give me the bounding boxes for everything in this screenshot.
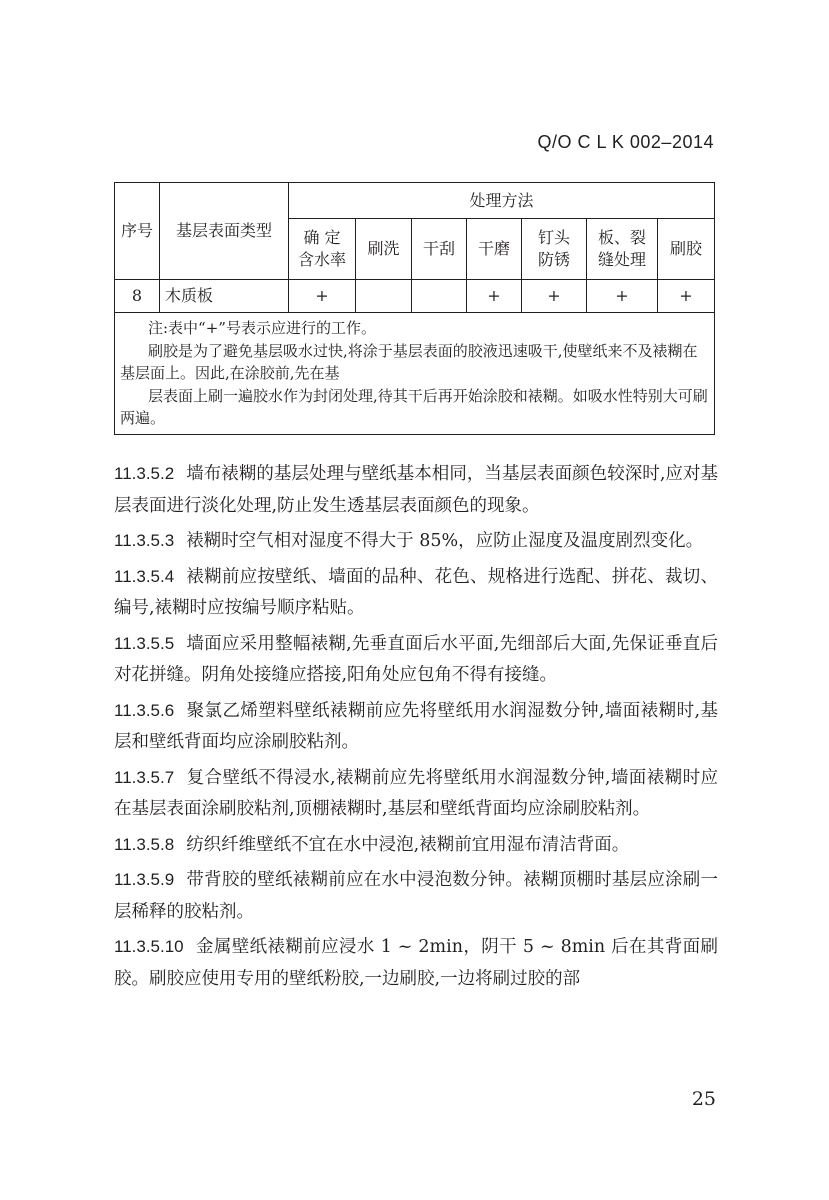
clause-number: 11.3.5.5 (114, 633, 175, 653)
clause-text: 裱糊时空气相对湿度不得大于 85%，应防止湿度及温度剧烈变化。 (186, 531, 704, 551)
clause-number: 11.3.5.3 (114, 531, 175, 550)
row-mark (356, 280, 412, 313)
col-header-surface-type: 基层表面类型 (160, 183, 289, 280)
clause-text: 墙面应采用整幅裱糊,先垂直面后水平面,先细部后大面,先保证垂直后对花拼缝。阴角处接缝应搭接,阳角处应包角不得有接缝。 (114, 633, 718, 685)
method-header-gluing: 刷胶 (658, 219, 715, 280)
clause-number: 11.3.5.7 (114, 767, 175, 787)
table-note (115, 313, 715, 435)
note-line: 刷胶是为了避免基层吸水过快,将涂于基层表面的胶液迅速吸干,使壁纸来不及裱糊在基层面上。因此,在涂胶前,先在基 (120, 341, 698, 382)
clause-number: 11.3.5.4 (114, 566, 175, 586)
clause-number: 11.3.5.10 (114, 937, 184, 956)
clause-paragraph (114, 931, 718, 995)
clause-paragraph (114, 525, 718, 558)
clause-number: 11.3.5.6 (114, 700, 175, 720)
clause-paragraph (114, 561, 718, 625)
col-header-seq: 序号 (115, 183, 160, 280)
clause-paragraph (114, 458, 718, 522)
clause-number: 11.3.5.8 (114, 834, 175, 854)
clause-paragraph (114, 829, 718, 862)
row-mark: + (467, 280, 522, 313)
method-header-moisture: 确 定 含水率 (289, 219, 356, 280)
clause-text: 纺织纤维壁纸不宜在水中浸泡,裱糊前宜用湿布清洁背面。 (186, 834, 630, 855)
clause-paragraph (114, 762, 718, 826)
clause-paragraph (114, 864, 718, 928)
standard-code-header: Q/O C L K 002–2014 (537, 132, 714, 152)
method-header-joint-treatment: 板、裂 缝处理 (587, 219, 658, 280)
note-line: 层表面上刷一遍胶水作为封闭处理,待其干后再开始涂胶和裱糊。如吸水性特别大可刷两遍。 (120, 386, 708, 427)
clause-text: 聚氯乙烯塑料壁纸裱糊前应先将壁纸用水润湿数分钟,墙面裱糊时,基层和壁纸背面均应涂刷胶粘剂。 (114, 700, 718, 752)
method-header-nail-rustproof: 钉头 防锈 (522, 219, 587, 280)
row-mark: + (522, 280, 587, 313)
row-mark: + (289, 280, 356, 313)
clause-text: 带背胶的壁纸裱糊前应在水中浸泡数分钟。裱糊顶棚时基层应涂刷一层稀释的胶粘剂。 (114, 870, 718, 922)
row-surface-type: 木质板 (160, 280, 289, 313)
clause-text: 裱糊前应按壁纸、墙面的品种、花色、规格进行选配、拼花、裁切、编号,裱糊时应按编号顺序粘贴。 (114, 566, 718, 618)
clause-text: 墙布裱糊的基层处理与壁纸基本相同，当基层表面颜色较深时,应对基层表面进行淡化处理,防止发生透基层表面颜色的现象。 (114, 464, 718, 516)
row-seq: 8 (115, 280, 160, 313)
method-header-washing: 刷洗 (356, 219, 412, 280)
clause-text: 金属壁纸裱糊前应浸水 1 ~ 2min，阴干 5 ~ 8min 后在其背面刷胶。刷胶应使用专用的壁纸粉胶,一边刷胶,一边将刷过胶的部 (114, 937, 718, 989)
clause-number: 11.3.5.9 (114, 870, 175, 889)
page-number: 25 (691, 1088, 716, 1110)
surface-treatment-table (114, 182, 715, 435)
clause-text: 复合壁纸不得浸水,裱糊前应先将壁纸用水润湿数分钟,墙面裱糊时应在基层表面涂刷胶粘剂,顶棚裱糊时,基层和壁纸背面均应涂刷胶粘剂。 (114, 767, 718, 819)
clause-paragraph (114, 695, 718, 759)
method-header-dry-scraping: 干刮 (412, 219, 467, 280)
clause-list (114, 458, 718, 998)
clause-number: 11.3.5.2 (114, 464, 175, 483)
note-line: 注:表中“+”号表示应进行的工作。 (148, 319, 376, 337)
row-mark (412, 280, 467, 313)
col-header-treatment-methods: 处理方法 (289, 183, 715, 219)
method-header-dry-sanding: 干磨 (467, 219, 522, 280)
clause-paragraph (114, 628, 718, 692)
table-row (115, 280, 715, 313)
row-mark: + (658, 280, 715, 313)
row-mark: + (587, 280, 658, 313)
